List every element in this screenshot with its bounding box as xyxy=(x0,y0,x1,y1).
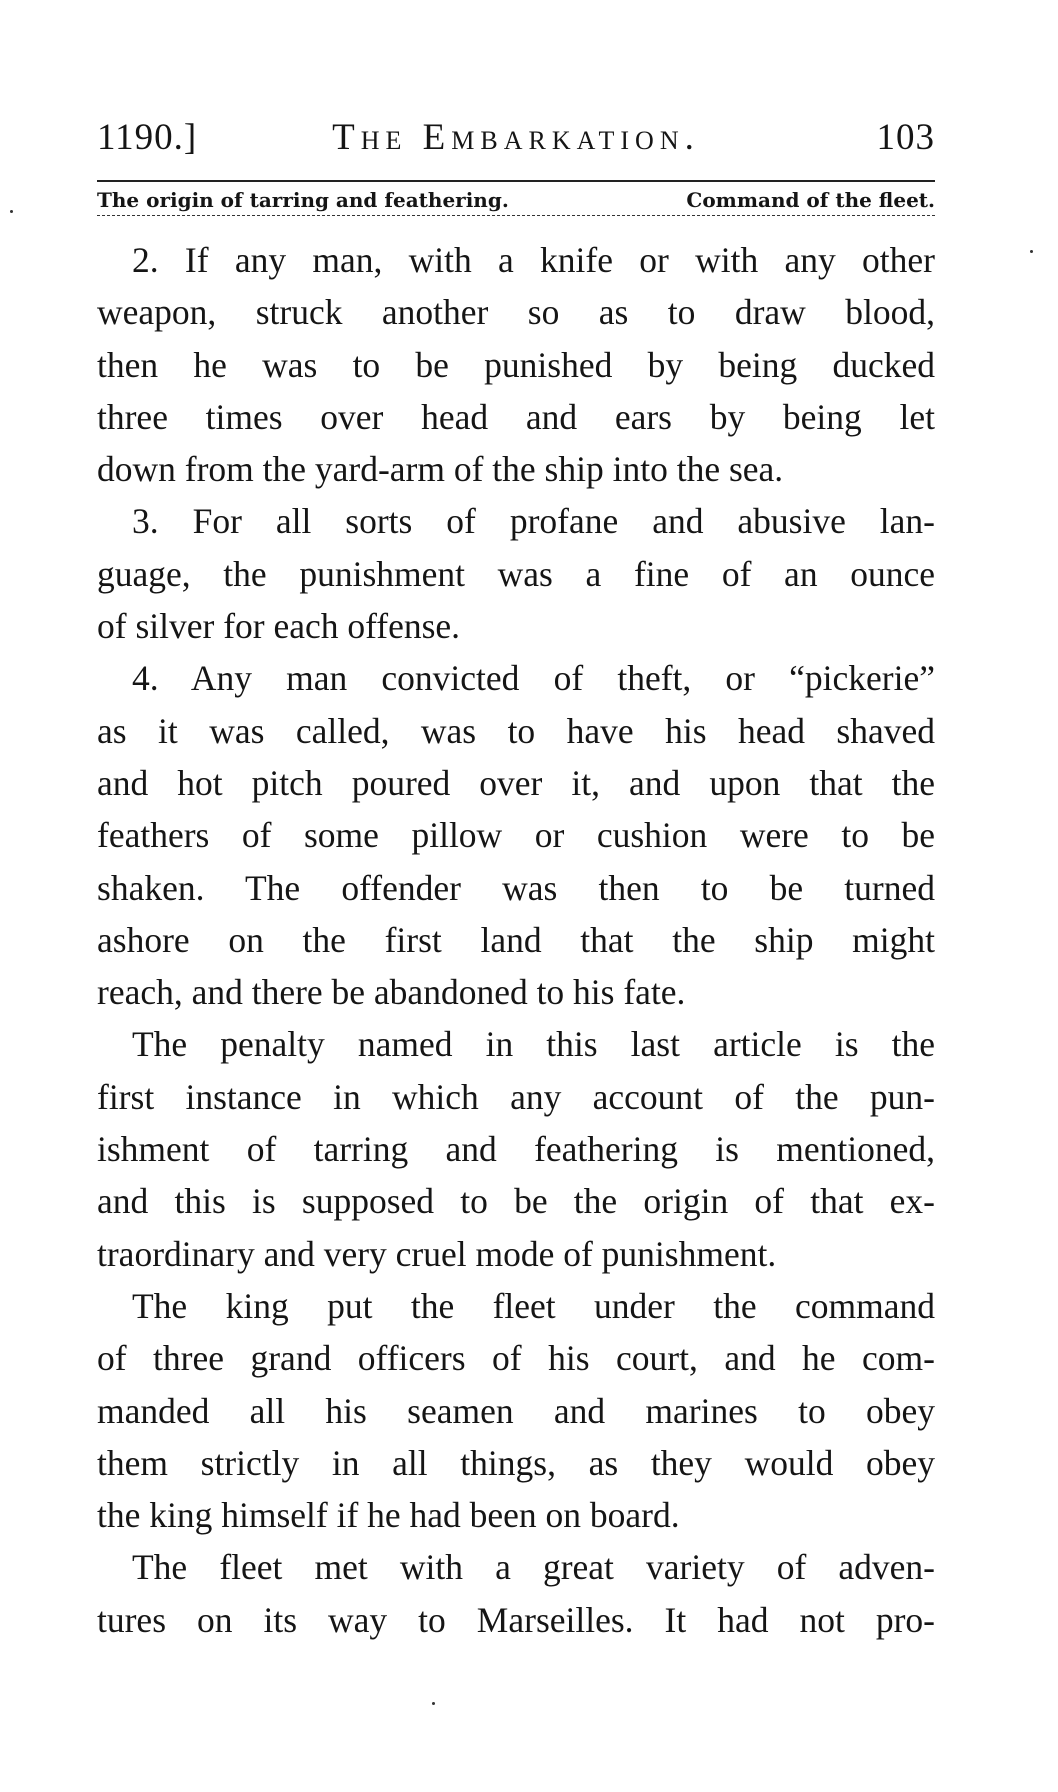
text-line: and hot pitch poured over it, and upon that the xyxy=(97,762,935,803)
text-line: the king himself if he had been on board. xyxy=(97,1495,680,1536)
text-line: 3. For all sorts of profane and abusive lan- xyxy=(132,501,935,542)
page-number: 103 xyxy=(876,117,935,158)
text-line: as it was called, was to have his head shaved xyxy=(97,710,935,751)
paragraph xyxy=(97,234,935,495)
scan-speck xyxy=(1030,250,1033,253)
text-line: reach, and there be abandoned to his fate. xyxy=(97,972,686,1013)
text-line: them strictly in all things, as they would obey xyxy=(97,1442,935,1483)
text-line: feathers of some pillow or cushion were to be xyxy=(97,815,935,856)
sidenote-right: Command of the fleet. xyxy=(686,188,935,212)
text-line: 4. Any man convicted of theft, or “pickerie” xyxy=(132,658,935,699)
scan-speck xyxy=(10,210,13,213)
paragraph xyxy=(97,495,935,652)
text-line: shaken. The offender was then to be turned xyxy=(97,867,935,908)
book-page xyxy=(97,116,935,1646)
text-line: ashore on the first land that the ship might xyxy=(97,919,935,960)
running-head-year: 1190.] xyxy=(97,117,198,158)
sidenotes xyxy=(97,182,935,214)
paragraph xyxy=(97,1018,935,1279)
text-line: ishment of tarring and feathering is mentioned, xyxy=(97,1129,935,1170)
text-line: then he was to be punished by being ducked xyxy=(97,344,935,385)
text-line: first instance in which any account of the pun- xyxy=(97,1076,935,1117)
paragraph xyxy=(97,652,935,1018)
scan-speck xyxy=(432,1702,435,1705)
sidenote-rule xyxy=(97,215,935,216)
running-head-title: The Embarkation. xyxy=(332,117,700,158)
sidenote-left: The origin of tarring and feathering. xyxy=(97,188,509,212)
text-line: 2. If any man, with a knife or with any other xyxy=(132,240,935,280)
text-line: tures on its way to Marseilles. It had not pro- xyxy=(97,1599,935,1640)
text-line: weapon, struck another so as to draw blood, xyxy=(97,292,935,333)
text-line: of silver for each offense. xyxy=(97,606,461,647)
text-line: The penalty named in this last article is the xyxy=(132,1024,935,1065)
running-head xyxy=(97,116,935,176)
text-line: traordinary and very cruel mode of punishment. xyxy=(97,1233,777,1274)
text-line: guage, the punishment was a fine of an ounce xyxy=(97,553,935,594)
text-line: The fleet met with a great variety of adven- xyxy=(132,1547,935,1588)
text-line: manded all his seamen and marines to obey xyxy=(97,1390,935,1431)
text-line: of three grand officers of his court, and he com- xyxy=(97,1338,935,1379)
paragraph xyxy=(97,1280,935,1541)
text-line: The king put the fleet under the command xyxy=(132,1285,935,1326)
text-line: down from the yard-arm of the ship into the sea. xyxy=(97,449,784,490)
paragraph xyxy=(97,1541,935,1646)
body-text xyxy=(97,234,935,1646)
text-line: three times over head and ears by being let xyxy=(97,396,935,437)
text-line: and this is supposed to be the origin of that ex- xyxy=(97,1181,935,1222)
